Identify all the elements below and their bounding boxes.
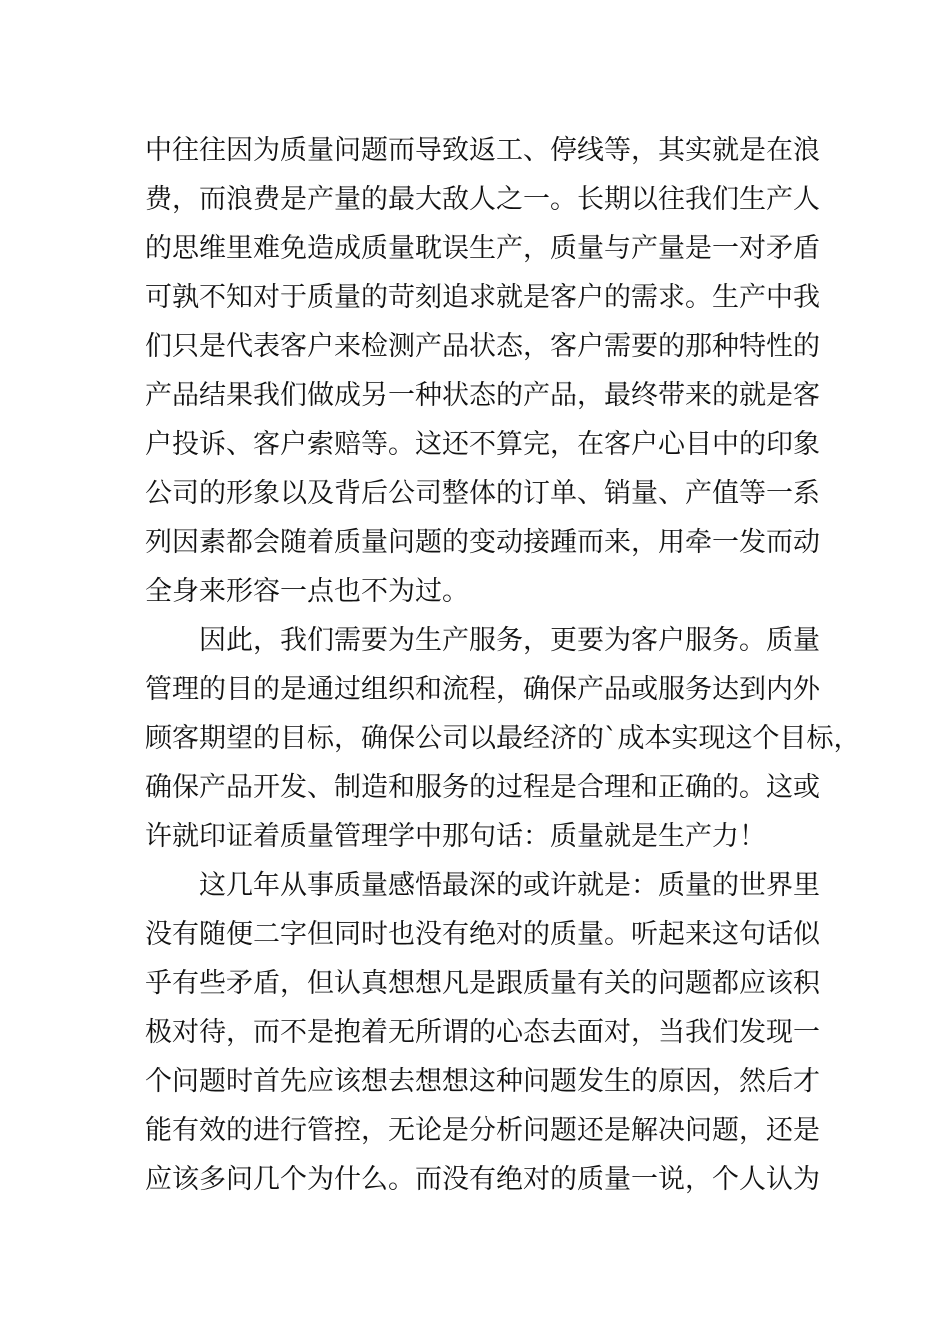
text-line: 产品结果我们做成另一种状态的产品，最终带来的就是客 [145,380,820,411]
text-line: 极对待，而不是抱着无所谓的心态去面对，当我们发现一 [145,1017,820,1048]
text-line: 乎有些矛盾，但认真想想凡是跟质量有关的问题都应该积 [145,968,820,999]
text-line: 列因素都会随着质量问题的变动接踵而来，用牵一发而动 [145,527,820,558]
text-line: 户投诉、客户索赔等。这还不算完，在客户心目中的印象 [145,429,820,460]
paragraph-start-line: 这几年从事质量感悟最深的或许就是：质量的世界里 [199,870,820,901]
text-line: 中往往因为质量问题而导致返工、停线等，其实就是在浪 [145,135,820,166]
text-line: 全身来形容一点也不为过。 [145,576,469,607]
text-line: 确保产品开发、制造和服务的过程是合理和正确的。这或 [145,772,820,803]
text-line: 费，而浪费是产量的最大敌人之一。长期以往我们生产人 [145,184,820,215]
text-line: 管理的目的是通过组织和流程，确保产品或服务达到内外 [145,674,820,705]
text-line: 们只是代表客户来检测产品状态，客户需要的那种特性的 [145,331,820,362]
document-body [145,126,861,1204]
text-line: 公司的形象以及背后公司整体的订单、销量、产值等一系 [145,478,820,509]
text-line: 顾客期望的目标，确保公司以最经济的`成本实现这个目标， [145,723,861,754]
text-line: 应该多问几个为什么。而没有绝对的质量一说，个人认为 [145,1164,820,1195]
text-line: 的思维里难免造成质量耽误生产，质量与产量是一对矛盾 [145,233,820,264]
text-line: 许就印证着质量管理学中那句话：质量就是生产力！ [145,821,766,852]
text-line: 可孰不知对于质量的苛刻追求就是客户的需求。生产中我 [145,282,820,313]
paragraph-start-line: 因此，我们需要为生产服务，更要为客户服务。质量 [199,625,820,656]
text-line: 没有随便二字但同时也没有绝对的质量。听起来这句话似 [145,919,820,950]
text-line: 能有效的进行管控，无论是分析问题还是解决问题，还是 [145,1115,820,1146]
text-line: 个问题时首先应该想去想想这种问题发生的原因，然后才 [145,1066,820,1097]
